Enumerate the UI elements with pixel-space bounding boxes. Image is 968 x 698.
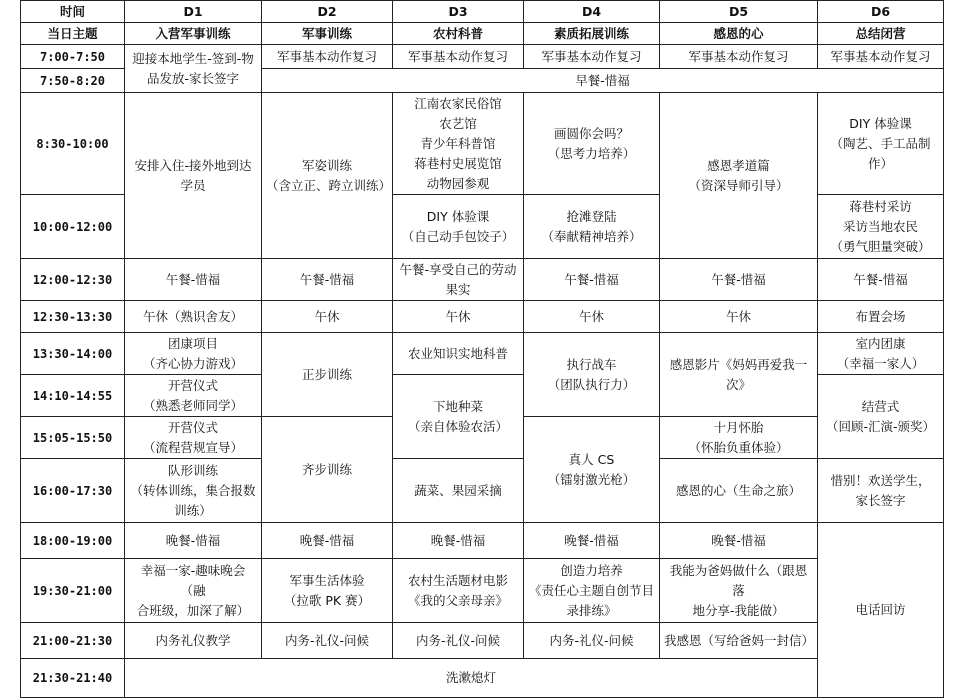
activity-cell: 内务-礼仪-问候 (262, 623, 393, 659)
day-header-d2: D2 (262, 1, 393, 23)
schedule-row (21, 623, 944, 659)
activity-line: （思考力培养） (547, 145, 636, 161)
activity-cell (262, 93, 393, 259)
activity-cell (393, 93, 524, 195)
activity-cell: 午餐-惜福 (125, 259, 262, 301)
time-slot: 10:00-12:00 (21, 195, 125, 259)
activity-line: 合班级，加深了解） (136, 602, 250, 618)
activity-line: （熟悉老师同学） (142, 397, 243, 413)
time-slot: 7:50-8:20 (21, 69, 125, 93)
activity-line: 感恩孝道篇 (707, 157, 770, 173)
activity-line: （奉献精神培养） (541, 228, 642, 244)
activity-line: 真人 CS (568, 451, 615, 467)
activity-cell (818, 333, 944, 375)
activity-cell: 晚餐-惜福 (524, 523, 660, 559)
activity-cell (125, 559, 262, 623)
activity-cell (524, 195, 660, 259)
activity-line: 我能为爸妈做什么（跟恩落 (669, 562, 808, 598)
activity-cell: 午餐-惜福 (660, 259, 818, 301)
activity-cell: 感恩影片《妈妈再爱我一次》 (660, 333, 818, 417)
time-slot: 15:05-15:50 (21, 417, 125, 459)
activity-line: 安排入住-接外地到达 (134, 157, 252, 173)
activity-line: （勇气胆量突破） (830, 238, 931, 254)
activity-line: （陶艺、手工品制作） (830, 135, 931, 171)
activity-cell (393, 375, 524, 459)
activity-cell (125, 333, 262, 375)
activity-cell (524, 333, 660, 417)
activity-line: 农艺馆 (439, 115, 477, 131)
time-slot: 7:00-7:50 (21, 45, 125, 69)
activity-cell (818, 459, 944, 523)
schedule-row (21, 559, 944, 623)
activity-cell: 午休 (262, 301, 393, 333)
activity-cell: 内务礼仪教学 (125, 623, 262, 659)
day-header-d1: D1 (125, 1, 262, 23)
activity-line: 十月怀胎 (713, 419, 764, 435)
activity-cell (818, 93, 944, 195)
activity-line: 开营仪式 (167, 377, 218, 393)
activity-cell: 洗漱熄灯 (125, 659, 818, 698)
day-header-d4: D4 (524, 1, 660, 23)
activity-line: （资深导师引导） (688, 177, 789, 193)
activity-line: （齐心协力游戏） (142, 355, 243, 371)
activity-line: （转体训练，集合报数 (130, 482, 256, 498)
activity-line: 江南农家民俗馆 (414, 95, 502, 111)
activity-cell: 布置会场 (818, 301, 944, 333)
activity-cell: 午休（熟识舍友） (125, 301, 262, 333)
time-slot: 21:30-21:40 (21, 659, 125, 698)
activity-line: （拉歌 PK 赛） (283, 592, 371, 608)
activity-line: 品发放-家长签字 (146, 70, 239, 86)
activity-cell: 齐步训练 (262, 417, 393, 523)
activity-line: DIY 体验课 (849, 115, 912, 131)
activity-line: DIY 体验课 (426, 208, 490, 224)
activity-line: 创造力培养 (560, 562, 623, 578)
activity-line: 《我的父亲母亲》 (407, 592, 508, 608)
activity-line: 学员 (180, 177, 206, 193)
activity-cell: 午餐-惜福 (818, 259, 944, 301)
schedule-row (21, 301, 944, 333)
activity-cell (262, 559, 393, 623)
activity-line: 《责任心主题自创节目 (528, 582, 654, 598)
activity-cell: 农业知识实地科普 (393, 333, 524, 375)
activity-cell: 蔬菜、果园采摘 (393, 459, 524, 523)
activity-line: 队形训练 (167, 462, 218, 478)
time-slot: 19:30-21:00 (21, 559, 125, 623)
activity-cell: 电话回访 (818, 523, 944, 698)
schedule-row (21, 659, 944, 698)
activity-cell (393, 559, 524, 623)
schedule-row (21, 45, 944, 69)
activity-cell (524, 93, 660, 195)
activity-cell: 晚餐-惜福 (125, 523, 262, 559)
camp-schedule-table (20, 0, 944, 698)
activity-line: 团康项目 (167, 335, 218, 351)
activity-line: （怀胎负重体验） (688, 439, 789, 455)
day-header-d6: D6 (818, 1, 944, 23)
time-slot: 21:00-21:30 (21, 623, 125, 659)
activity-line: （幸福一家人） (836, 355, 925, 371)
activity-cell: 正步训练 (262, 333, 393, 417)
activity-cell (818, 375, 944, 459)
theme-d4: 素质拓展训练 (524, 23, 660, 45)
time-slot: 14:10-14:55 (21, 375, 125, 417)
activity-cell (125, 417, 262, 459)
activity-line: 农村生活题材电影 (407, 572, 508, 588)
theme-label: 当日主题 (21, 23, 125, 45)
day-header-d5: D5 (660, 1, 818, 23)
activity-cell (125, 375, 262, 417)
activity-cell: 晚餐-惜福 (393, 523, 524, 559)
activity-cell (125, 45, 262, 93)
activity-cell (524, 417, 660, 523)
activity-line: （流程营规宣导） (142, 439, 243, 455)
activity-cell: 晚餐-惜福 (660, 523, 818, 559)
activity-cell (125, 93, 262, 259)
activity-line: 幸福一家-趣味晚会（融 (140, 562, 246, 598)
activity-cell: 军事基本动作复习 (818, 45, 944, 69)
activity-cell: 午餐-惜福 (262, 259, 393, 301)
activity-line: （团队执行力） (547, 376, 636, 392)
activity-cell: 午休 (660, 301, 818, 333)
activity-line: （镭射激光枪） (547, 471, 636, 487)
time-header: 时间 (21, 1, 125, 23)
activity-cell (393, 259, 524, 301)
activity-cell: 内务-礼仪-问候 (524, 623, 660, 659)
activity-line: 开营仪式 (167, 419, 218, 435)
time-slot: 12:30-13:30 (21, 301, 125, 333)
activity-cell (660, 559, 818, 623)
activity-line: （自己动手包饺子） (401, 228, 515, 244)
activity-cell: 军事基本动作复习 (262, 45, 393, 69)
activity-cell (524, 559, 660, 623)
activity-line: 录排练》 (566, 602, 617, 618)
theme-d5: 感恩的心 (660, 23, 818, 45)
time-slot: 13:30-14:00 (21, 333, 125, 375)
activity-line: 下地种菜 (432, 398, 483, 414)
activity-line: 地分享-我能做） (692, 602, 785, 618)
activity-line: 动物园参观 (426, 175, 490, 191)
theme-d2: 军事训练 (262, 23, 393, 45)
time-slot: 16:00-17:30 (21, 459, 125, 523)
activity-line: 迎接本地学生-签到-物 (132, 50, 254, 66)
schedule-row (21, 333, 944, 375)
schedule-row (21, 459, 944, 523)
schedule-row (21, 93, 944, 195)
activity-line: 军姿训练 (301, 157, 352, 173)
activity-cell (393, 195, 524, 259)
activity-line: 军事生活体验 (289, 572, 365, 588)
activity-line: 蒋巷村采访 (849, 198, 912, 214)
activity-line: 抢滩登陆 (566, 208, 617, 224)
activity-line: 画圆你会吗？ (553, 125, 629, 141)
activity-cell (125, 459, 262, 523)
day-header-d3: D3 (393, 1, 524, 23)
activity-cell (818, 195, 944, 259)
activity-cell: 军事基本动作复习 (524, 45, 660, 69)
theme-row (21, 23, 944, 45)
time-slot: 12:00-12:30 (21, 259, 125, 301)
schedule-row (21, 259, 944, 301)
activity-cell: 内务-礼仪-问候 (393, 623, 524, 659)
activity-cell (660, 93, 818, 259)
schedule-row (21, 523, 944, 559)
activity-line: （亲自体验农活） (407, 418, 508, 434)
activity-line: 室内团康 (855, 335, 906, 351)
activity-cell: 午休 (524, 301, 660, 333)
activity-line: 家长签字 (855, 492, 906, 508)
activity-cell: 军事基本动作复习 (393, 45, 524, 69)
theme-d1: 入营军事训练 (125, 23, 262, 45)
activity-cell (660, 417, 818, 459)
activity-line: 执行战车 (566, 356, 617, 372)
time-slot: 18:00-19:00 (21, 523, 125, 559)
activity-cell: 感恩的心（生命之旅） (660, 459, 818, 523)
activity-line: （含立正、跨立训练） (266, 177, 392, 193)
header-row (21, 1, 944, 23)
time-slot: 8:30-10:00 (21, 93, 125, 195)
activity-line: 午餐-享受自己的劳动 (399, 261, 517, 277)
activity-cell: 午餐-惜福 (524, 259, 660, 301)
activity-line: 果实 (445, 281, 471, 297)
activity-cell: 晚餐-惜福 (262, 523, 393, 559)
activity-cell: 早餐-惜福 (262, 69, 944, 93)
activity-line: 惜别！欢送学生， (830, 472, 931, 488)
activity-line: 青少年科普馆 (420, 135, 496, 151)
activity-line: 训练） (174, 502, 212, 518)
theme-d6: 总结闭营 (818, 23, 944, 45)
activity-line: 蒋巷村史展览馆 (414, 155, 502, 171)
activity-cell: 我感恩（写给爸妈一封信） (660, 623, 818, 659)
activity-cell: 午休 (393, 301, 524, 333)
activity-cell: 军事基本动作复习 (660, 45, 818, 69)
theme-d3: 农村科普 (393, 23, 524, 45)
activity-line: 结营式 (861, 398, 900, 414)
activity-line: 采访当地农民 (842, 218, 918, 234)
activity-line: （回顾-汇演-颁奖） (825, 418, 936, 434)
